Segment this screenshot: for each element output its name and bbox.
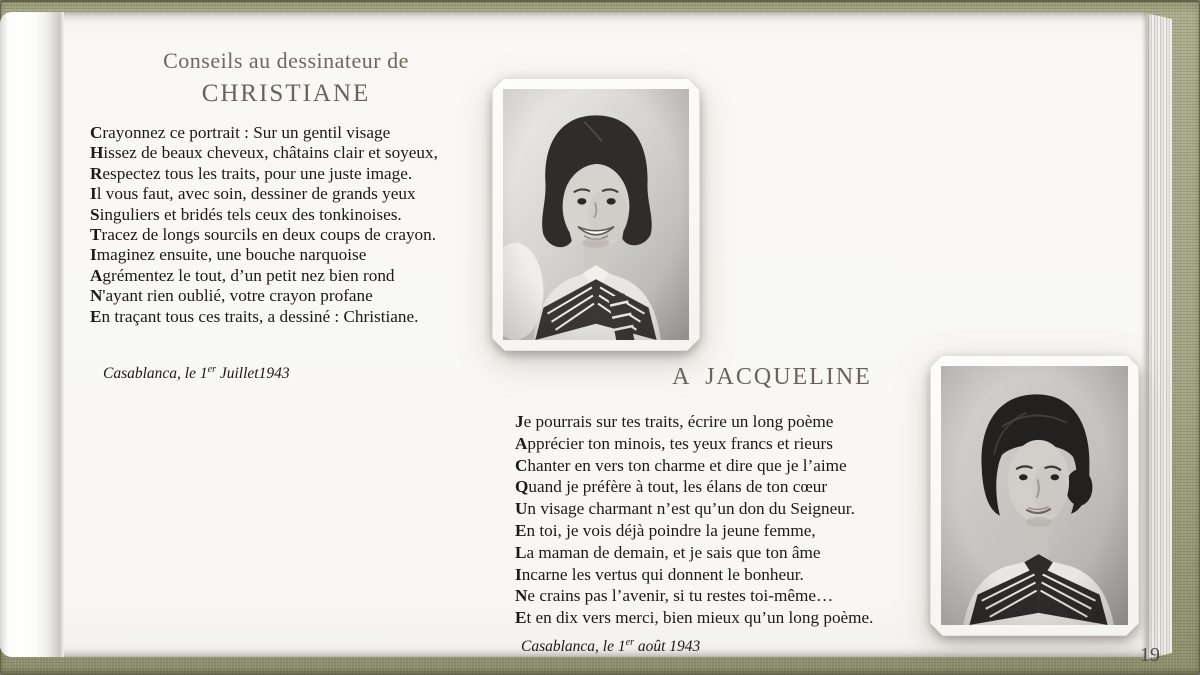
page-stack-right-edge[interactable] bbox=[1146, 13, 1172, 659]
poem-christiane-title-line1: Conseils au dessinateur de bbox=[163, 48, 409, 73]
poem-line: Il vous faut, avec soin, dessiner de grands yeux bbox=[90, 184, 416, 204]
poem-line: Crayonnez ce portrait : Sur un gentil visage bbox=[90, 123, 391, 142]
poem-line: Et en dix vers merci, bien mieux qu’un long poème. bbox=[515, 608, 874, 628]
album-page bbox=[0, 12, 1160, 666]
page-curl-left[interactable] bbox=[0, 12, 64, 657]
poem-christiane-title-line2: CHRISTIANE bbox=[201, 80, 371, 107]
portrait-jacqueline-image bbox=[941, 366, 1128, 625]
portrait-jacqueline-illustration bbox=[941, 366, 1128, 625]
poem-line: La maman de demain, et je sais que ton âme bbox=[515, 542, 821, 562]
poem-line: Respectez tous les traits, pour une juste image. bbox=[90, 163, 413, 183]
photo-christiane bbox=[492, 78, 700, 351]
poem-jacqueline-section bbox=[515, 411, 939, 656]
poem-line: Singuliers et bridés tels ceux des tonkinoises. bbox=[90, 204, 402, 224]
poem-line: Un visage charmant n’est qu’un don du Seigneur. bbox=[515, 499, 855, 519]
poem-jacqueline-lines bbox=[515, 411, 939, 629]
poem-line: N'ayant rien oublié, votre crayon profane bbox=[90, 286, 373, 306]
poem-line: En toi, je vois déjà poindre la jeune femme, bbox=[515, 520, 816, 540]
poem-jacqueline-title: A JACQUELINE bbox=[672, 364, 872, 390]
poem-line: Imaginez ensuite, une bouche narquoise bbox=[90, 245, 367, 265]
poem-line: Hissez de beaux cheveux, châtains clair et soyeux, bbox=[90, 143, 438, 163]
poem-christiane-date: Casablanca, le 1er Juillet1943 bbox=[103, 364, 290, 383]
poem-line: Apprécier ton minois, tes yeux francs et rieurs bbox=[515, 433, 833, 453]
page-number: 19 bbox=[1140, 644, 1160, 666]
poem-jacqueline-date: Casablanca, le 1er août 1943 bbox=[521, 636, 701, 656]
photo-frame bbox=[930, 355, 1139, 636]
poem-line: Agrémentez le tout, d’un petit nez bien rond bbox=[90, 265, 395, 285]
poem-line: En traçant tous ces traits, a dessiné : Christiane. bbox=[90, 306, 419, 326]
poem-line: Tracez de longs sourcils en deux coups de crayon. bbox=[90, 225, 437, 245]
poem-line: Quand je préfère à tout, les élans de ton cœur bbox=[515, 477, 828, 497]
portrait-christiane-illustration bbox=[503, 89, 689, 340]
poem-christiane-section bbox=[90, 48, 482, 383]
poem-christiane-lines bbox=[90, 123, 482, 327]
poem-line: Ne crains pas l’avenir, si tu restes toi-même… bbox=[515, 586, 834, 606]
poem-line: Chanter en vers ton charme et dire que je l’aime bbox=[515, 455, 847, 475]
portrait-christiane-image bbox=[503, 89, 689, 340]
poem-line: Je pourrais sur tes traits, écrire un long poème bbox=[515, 412, 834, 431]
photo-jacqueline bbox=[930, 355, 1139, 636]
poem-line: Incarne les vertus qui donnent le bonheur. bbox=[515, 564, 804, 584]
photo-frame bbox=[492, 78, 700, 351]
